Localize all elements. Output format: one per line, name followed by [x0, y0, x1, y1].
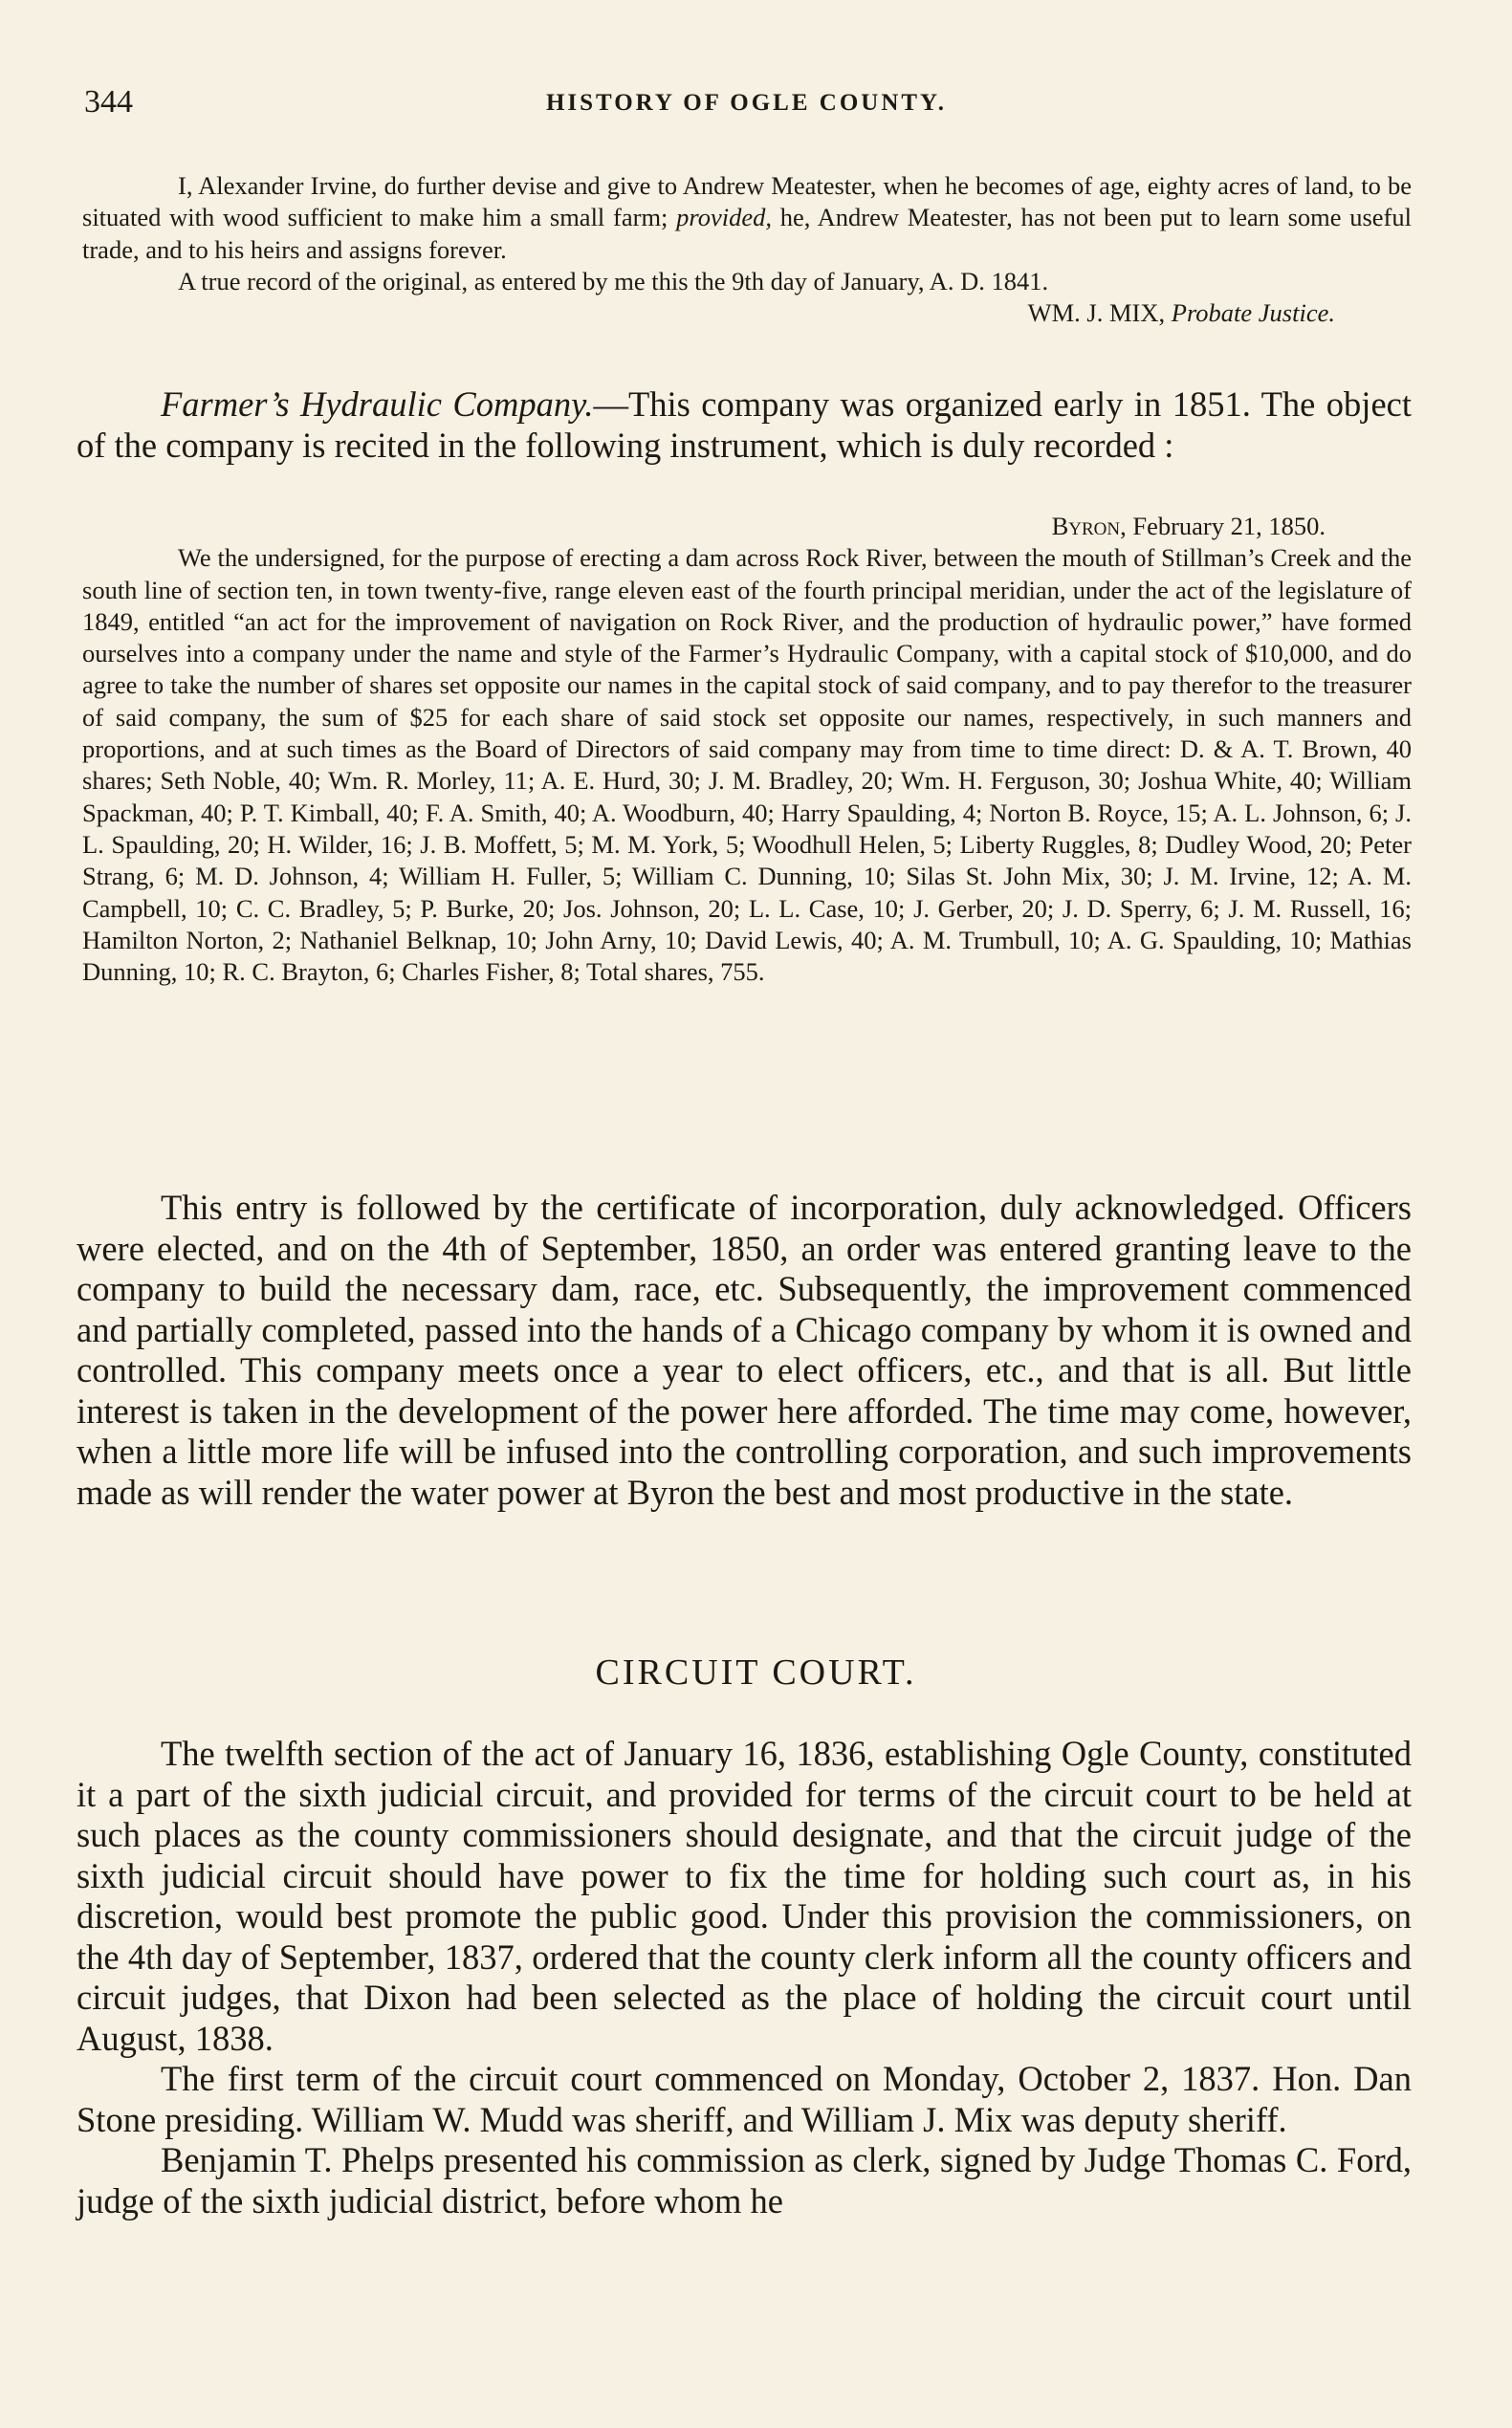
circuit-paragraph-3: Benjamin T. Phelps presented his commission as clerk, signed by Judge Thomas C. Ford, judge of the sixth judicial district, before whom he [77, 2140, 1412, 2220]
farmers-intro [77, 384, 1412, 466]
will-text-end: he, Andrew Meatester, has not been put to learn some useful trade, and to his heirs and assigns forever. [82, 203, 1412, 264]
farmers-followup [77, 1188, 1412, 1513]
will-excerpt [82, 170, 1412, 329]
circuit-court-text [77, 1734, 1412, 2221]
circuit-paragraph-2: The first term of the circuit court commenced on Monday, October 2, 1837. Hon. Dan Stone presiding. William W. Mudd was sheriff, and William J. Mix was deputy sheriff. [77, 2059, 1412, 2139]
farmers-intro-paragraph [77, 384, 1412, 466]
signature-name: WM. J. MIX, [1027, 298, 1172, 328]
dateline-place: Byron, [1051, 512, 1127, 540]
running-head: HISTORY OF OGLE COUNTY. [545, 90, 948, 116]
will-paragraph [82, 170, 1412, 266]
will-text: I, Alexander Irvine, do further devise and give to Andrew Meatester, when he becomes of age, eighty acres of land, to be situated with wood sufficient to make him a small farm; [82, 171, 1412, 232]
followup-paragraph: This entry is followed by the certificate of incorporation, duly acknowledged. Officers were elected, and on the 4th of September, 1850, an order was entered granting leave to the company to build the necessary dam, race, etc. Subsequently, the improvement commenced and partially completed, passed into the hands of a Chicago company by whom it is owned and controlled. This company meets once a year to elect officers, etc., and that is all. But little interest is taken in the development of the power here afforded. The time may come, however, when a little more life will be infused into the controlling corporation, and such improvements made as will render the water power at Byron the best and most productive in the state. [77, 1188, 1412, 1512]
farmers-instrument [82, 507, 1412, 988]
page-number: 344 [84, 84, 133, 120]
circuit-paragraph-1: The twelfth section of the act of January 16, 1836, establishing Ogle County, constituted it a part of the sixth judicial circuit, and provided for terms of the circuit court to be held at such places as the county commissioners should designate, and that the circuit judge of the sixth judicial circuit should have power to fix the time for holding such court as, in his discretion, would best promote the public good. Under this provision the commissioners, on the 4th day of September, 1837, ordered that the county clerk inform all the county officers and circuit judges, that Dixon had been selected as the place of holding the circuit court until August, 1838. [77, 1734, 1412, 2058]
dateline-date: February 21, 1850. [1126, 512, 1326, 540]
farmers-company-title: Farmer’s Hydraulic Company. [161, 384, 594, 424]
page-header [84, 84, 1409, 132]
farmers-intro-text: —This company was organized early in 1851. The object of the company is recited in the following instrument, which is duly recorded : [77, 384, 1412, 465]
instrument-dateline [82, 511, 1412, 542]
record-line: A true record of the original, as entered by me this the 9th day of January, A. D. 1841. [178, 266, 1049, 295]
probate-signature [82, 297, 1412, 329]
circuit-court-heading: CIRCUIT COURT. [595, 1652, 917, 1693]
instrument-text: We the undersigned, for the purpose of erecting a dam across Rock River, between the mouth of Stillman’s Creek and the south line of section ten, in town twenty-five, range eleven east of the fourth principal meridian, under the act of the legislature of 1849, entitled “an act for the improvement of navigation on Rock River, and the production of hydraulic power,” have formed ourselves into a company under the name and style of the Farmer’s Hydraulic Company, with a capital stock of $10,000, and do agree to take the number of shares set opposite our names in the capital stock of said company, and to pay therefor to the treasurer of said company, the sum of $25 for each share of said stock set opposite our names, respectively, in such manners and proportions, and at such times as the Board of Directors of said company may from time to time direct: D. & A. T. Brown, 40 shares; Seth Noble, 40; Wm. R. Morley, 11; A. E. Hurd, 30; J. M. Bradley, 20; Wm. H. Ferguson, 30; Joshua White, 40; William Spackman, 40; P. T. Kimball, 40; F. A. Smith, 40; A. Woodburn, 40; Harry Spaulding, 4; Norton B. Royce, 15; A. L. Johnson, 6; J. L. Spaulding, 20; H. Wilder, 16; J. B. Moffett, 5; M. M. York, 5; Woodhull Helen, 5; Liberty Ruggles, 8; Dudley Wood, 20; Peter Strang, 6; M. D. Johnson, 4; William H. Fuller, 5; William C. Dunning, 10; Silas St. John Mix, 30; J. M. Irvine, 12; A. M. Campbell, 10; C. C. Bradley, 5; P. Burke, 20; Jos. Johnson, 20; L. L. Case, 10; J. Gerber, 20; J. D. Sperry, 6; J. M. Russell, 16; Hamilton Norton, 2; Nathaniel Belknap, 10; John Arny, 10; David Lewis, 40; A. M. Trumbull, 10; A. G. Spaulding, 10; Mathias Dunning, 10; R. C. Brayton, 6; Charles Fisher, 8; Total shares, 755. [82, 543, 1412, 987]
provided-word: provided, [676, 203, 772, 232]
signature-title: Probate Justice. [1171, 298, 1335, 328]
